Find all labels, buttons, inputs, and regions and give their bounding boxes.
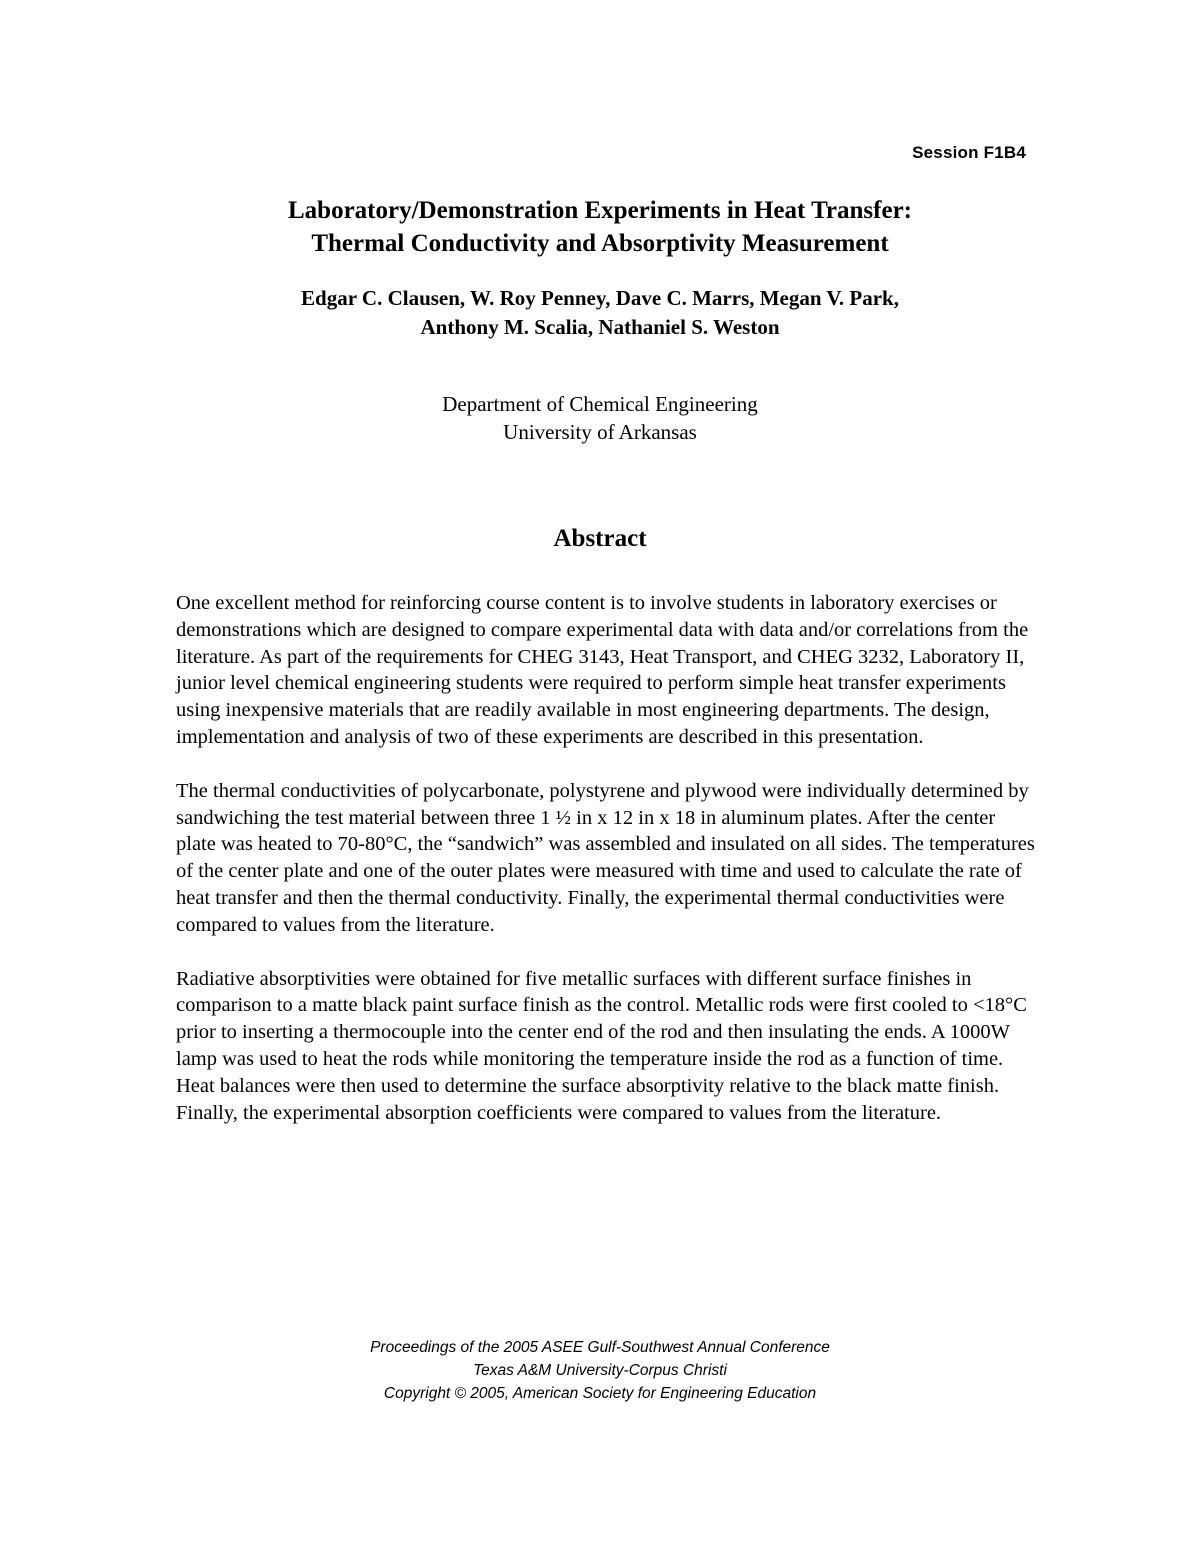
abstract-paragraph: Radiative absorptivities were obtained for five metallic surfaces with different surface finishes in comparison to a matte black paint surface finish as the control. Metallic rods were first cooled to <18°C prior to inserting a thermocouple into the center end of the rod and then insulating the ends. A 1000W lamp was used to heat the rods while monitoring the temperature inside the rod as a function of time. Heat balances were then used to determine the surface absorptivity relative to the black matte finish. Finally, the experimental absorption coefficients were compared to values from the literature. <box>176 967 1027 1124</box>
abstract-heading: Abstract <box>553 525 647 552</box>
affiliation <box>0 390 1200 446</box>
title-line-2: Thermal Conductivity and Absorptivity Measurement <box>311 230 889 257</box>
abstract-paragraph: The thermal conductivities of polycarbonate, polystyrene and plywood were individually determined by sandwiching the test material between three 1 ½ in x 12 in x 18 in aluminum plates. After the center plate was heated to 70-80°C, the “sandwich” was assembled and insulated on all sides. The temperatures of the center plate and one of the outer plates were measured with time and used to calculate the rate of heat transfer and then the thermal conductivity. Finally, the experimental thermal conductivities were compared to values from the literature. <box>176 779 1035 936</box>
footer-venue: Texas A&M University-Corpus Christi <box>473 1362 727 1379</box>
page-footer <box>0 1336 1200 1405</box>
abstract-paragraph: One excellent method for reinforcing course content is to involve students in laboratory exercises or demonstrations which are designed to compare experimental data with data and/or correlations from the literature. As part of the requirements for CHEG 3143, Heat Transport, and CHEG 3232, Laboratory II, junior level chemical engineering students were required to perform simple heat transfer experiments using inexpensive materials that are readily available in most engineering departments. The design, implementation and analysis of two of these experiments are described in this presentation. <box>176 592 1029 748</box>
footer-proceedings: Proceedings of the 2005 ASEE Gulf-Southwest Annual Conference <box>370 1339 830 1356</box>
title-line-1: Laboratory/Demonstration Experiments in Heat Transfer: <box>288 197 912 224</box>
session-label: Session F1B4 <box>912 143 1026 162</box>
department: Department of Chemical Engineering <box>442 392 758 416</box>
authors-line-1: Edgar C. Clausen, W. Roy Penney, Dave C. Marrs, Megan V. Park, <box>301 286 899 310</box>
university: University of Arkansas <box>503 420 697 444</box>
authors-line-2: Anthony M. Scalia, Nathaniel S. Weston <box>420 315 780 339</box>
abstract-body <box>176 590 1036 1153</box>
author-list <box>0 284 1200 342</box>
paper-title <box>0 194 1200 260</box>
footer-copyright: Copyright © 2005, American Society for Engineering Education <box>383 1385 817 1402</box>
